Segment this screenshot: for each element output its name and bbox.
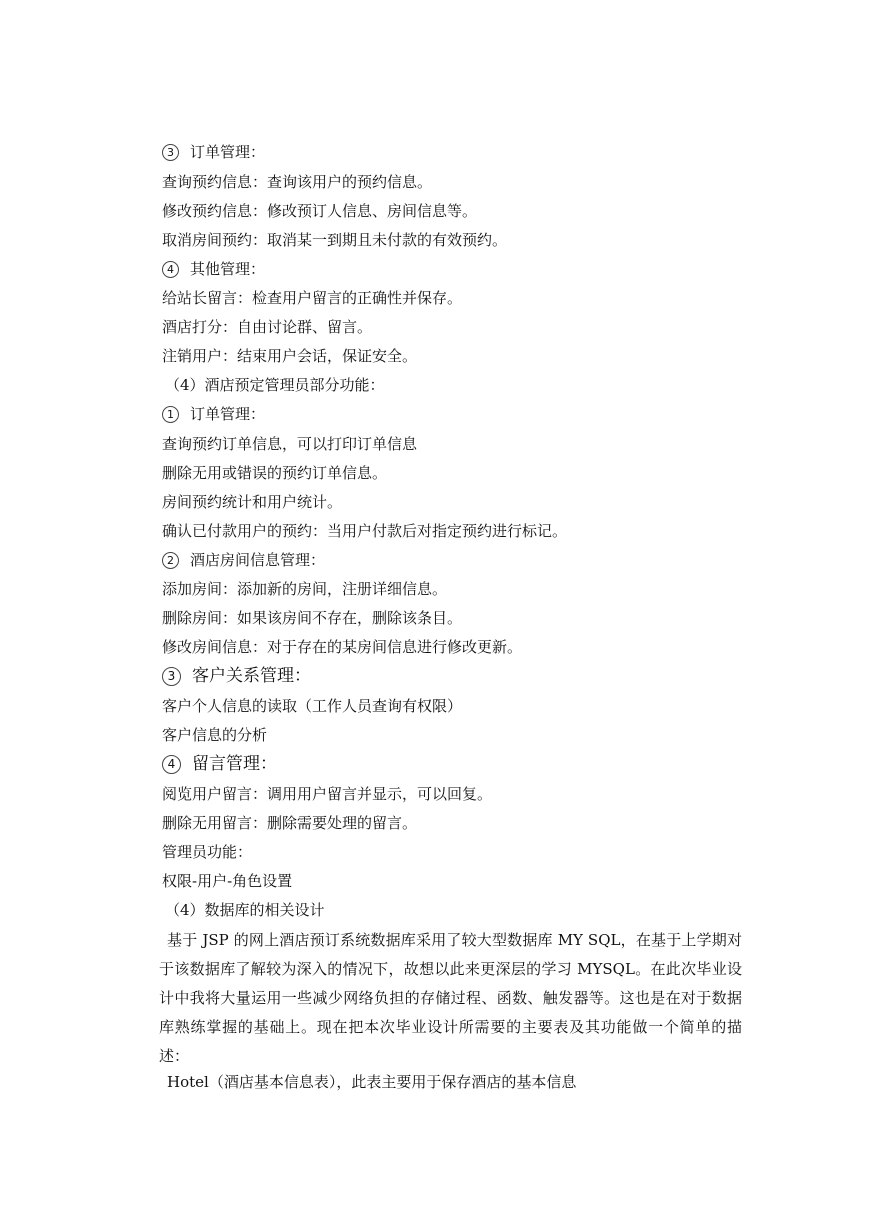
line-text: 注销用户：结束用户会话，保证安全。 bbox=[162, 347, 418, 365]
text-line bbox=[162, 434, 417, 454]
text-line bbox=[162, 725, 267, 745]
line-text: 阅览用户留言：调用用户留言并显示，可以回复。 bbox=[162, 785, 493, 803]
section-heading bbox=[162, 259, 265, 279]
line-text: 删除无用或错误的预约订单信息。 bbox=[162, 464, 388, 482]
line-text: 客户信息的分析 bbox=[162, 726, 268, 744]
text-line bbox=[162, 871, 292, 891]
line-text: 删除房间：如果该房间不存在，删除该条目。 bbox=[162, 609, 463, 627]
text-line bbox=[165, 375, 385, 395]
text-line bbox=[162, 813, 417, 833]
line-text: 删除无用留言：删除需要处理的留言。 bbox=[162, 814, 418, 832]
line-text: 修改预约信息：修改预订人信息、房间信息等。 bbox=[162, 202, 478, 220]
line-text: 酒店房间信息管理： bbox=[190, 551, 326, 569]
line-text: 权限-用户-角色设置 bbox=[162, 872, 293, 890]
section-heading bbox=[162, 666, 311, 686]
text-line bbox=[162, 346, 417, 366]
circled-number: 4 bbox=[162, 755, 181, 774]
text-line bbox=[162, 230, 507, 250]
section-heading bbox=[162, 404, 265, 424]
hotel-table-description: Hotel（酒店基本信息表），此表主要用于保存酒店的基本信息 bbox=[167, 1073, 577, 1091]
line-text: 添加房间：添加新的房间，注册详细信息。 bbox=[162, 580, 448, 598]
text-line bbox=[162, 463, 387, 483]
text-line bbox=[162, 492, 342, 512]
line-text: 给站长留言：检查用户留言的正确性并保存。 bbox=[162, 289, 463, 307]
line-text: 确认已付款用户的预约：当用户付款后对指定预约进行标记。 bbox=[162, 522, 568, 540]
text-line bbox=[162, 201, 477, 221]
line-text: 酒店打分：自由讨论群、留言。 bbox=[162, 318, 373, 336]
circled-number: 1 bbox=[162, 406, 179, 423]
section-heading bbox=[162, 142, 265, 162]
line-text: 订单管理： bbox=[190, 143, 266, 161]
database-design-paragraph: 基于 JSP 的网上酒店预订系统数据库采用了较大型数据库 MY SQL，在基于上学期对于该数据库了解较为深入的情况下，故想以此来更深层的学习 MYSQL。在此次毕业设计中我将大量运用一些减少网络负担的存储过程、函数、触发器等。这也是在对于数据库熟练掌握的基础上。现在把本次毕业设计所需要的主要表及其功能做一个简单的描述： bbox=[159, 931, 742, 1065]
line-text: （4）数据库的相关设计 bbox=[165, 901, 325, 919]
line-text: 修改房间信息：对于存在的某房间信息进行修改更新。 bbox=[162, 638, 523, 656]
section-heading bbox=[162, 550, 325, 570]
circled-number: 3 bbox=[162, 667, 181, 686]
circled-number: 3 bbox=[162, 144, 179, 161]
line-text: 订单管理： bbox=[190, 405, 266, 423]
line-text: 客户关系管理： bbox=[192, 666, 311, 686]
text-line bbox=[162, 521, 567, 541]
text-line bbox=[162, 637, 522, 657]
text-line bbox=[165, 900, 325, 920]
text-line bbox=[162, 842, 252, 862]
line-text: 房间预约统计和用户统计。 bbox=[162, 493, 343, 511]
line-text: 查询预约信息：查询该用户的预约信息。 bbox=[162, 173, 433, 191]
text-line bbox=[162, 696, 462, 716]
text-line bbox=[162, 608, 462, 628]
line-text: 查询预约订单信息，可以打印订单信息 bbox=[162, 435, 418, 453]
circled-number: 4 bbox=[162, 261, 179, 278]
text-line bbox=[162, 288, 462, 308]
line-text: 留言管理： bbox=[192, 754, 277, 774]
text-line bbox=[162, 172, 432, 192]
section-heading bbox=[162, 754, 277, 774]
line-text: 其他管理： bbox=[190, 260, 266, 278]
text-line bbox=[162, 579, 447, 599]
text-line bbox=[162, 784, 492, 804]
line-text: （4）酒店预定管理员部分功能： bbox=[165, 376, 385, 394]
line-text: 客户个人信息的读取（工作人员查询有权限） bbox=[162, 697, 463, 715]
circled-number: 2 bbox=[162, 552, 179, 569]
text-line bbox=[162, 317, 372, 337]
line-text: 管理员功能： bbox=[162, 843, 253, 861]
line-text: 取消房间预约：取消某一到期且未付款的有效预约。 bbox=[162, 231, 508, 249]
